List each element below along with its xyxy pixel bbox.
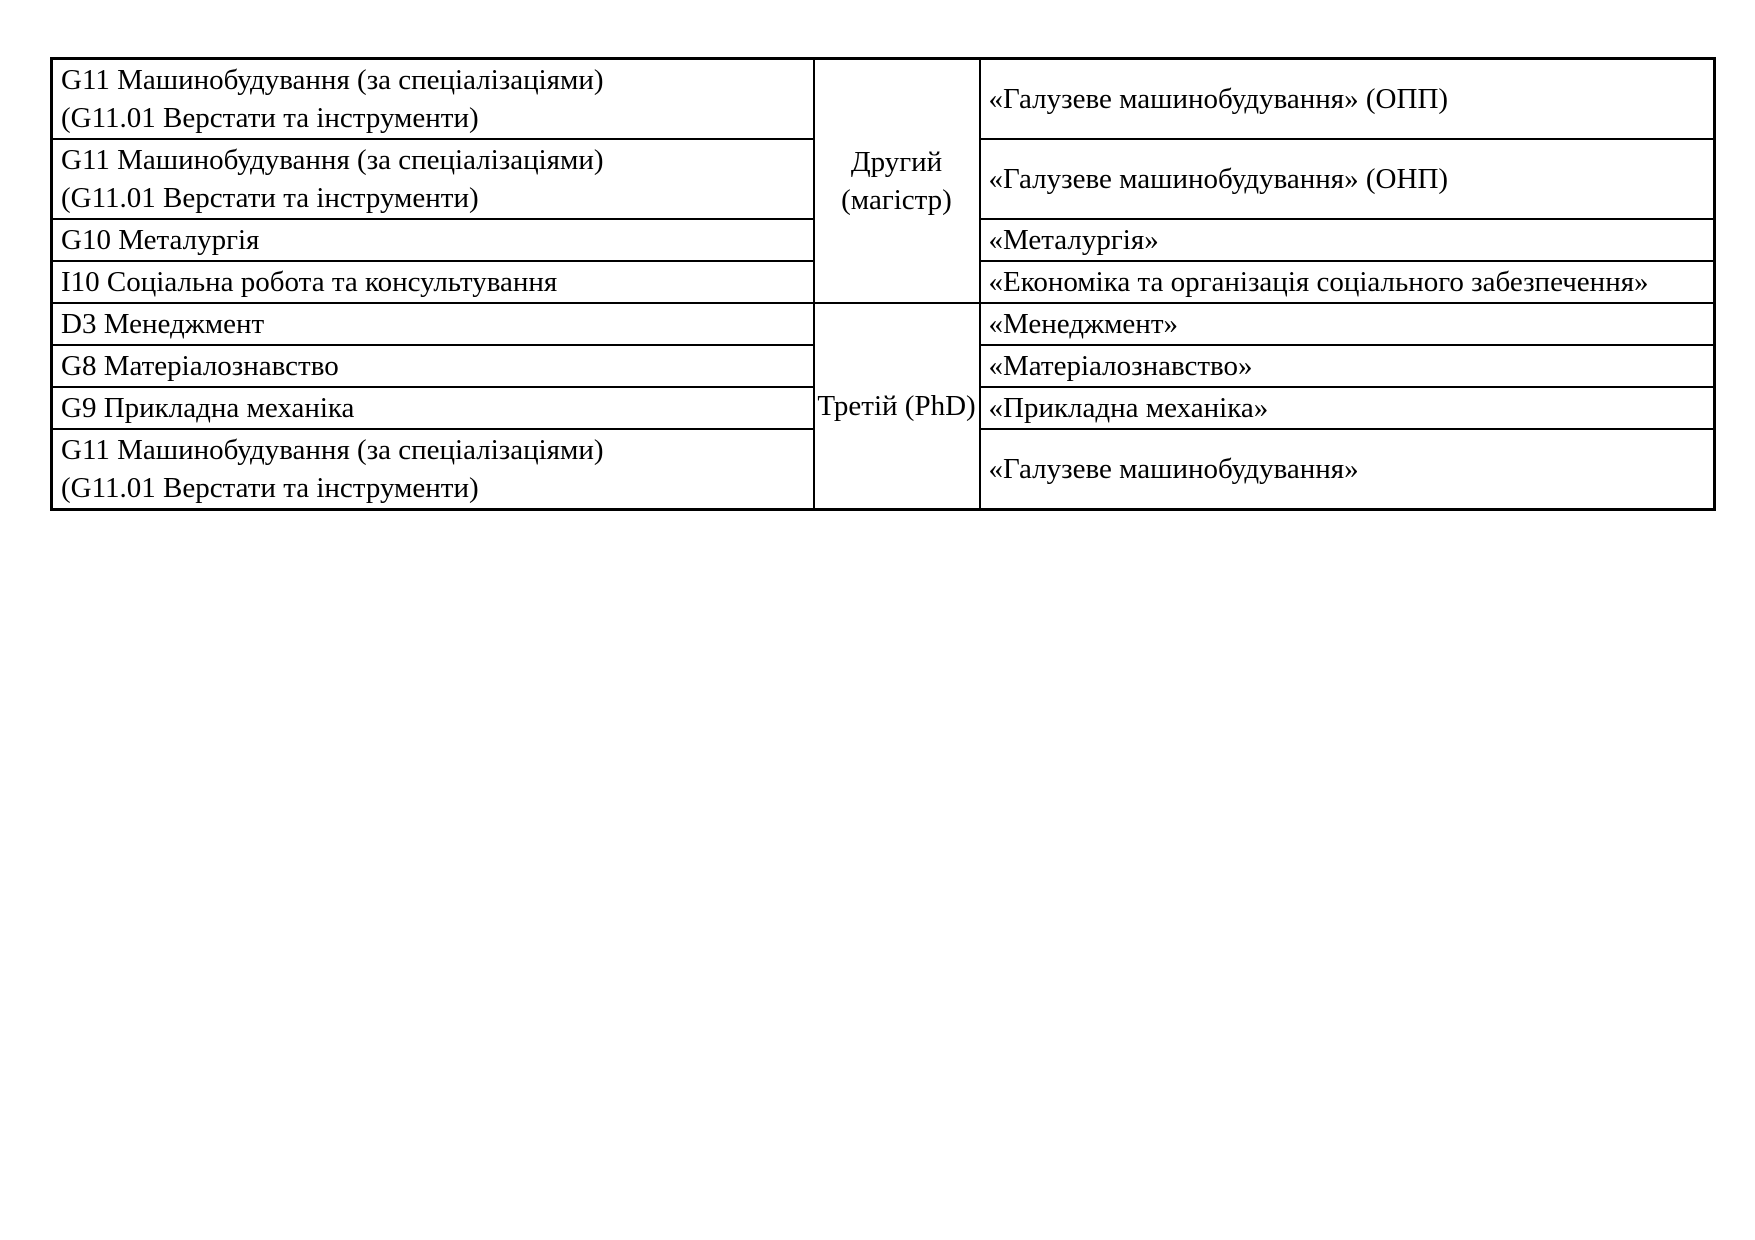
specialty-cell: D3 Менеджмент (52, 303, 814, 345)
program-cell: «Галузеве машинобудування» (ОНП) (980, 139, 1715, 219)
specialty-line-1: G11 Машинобудування (за спеціалізаціями) (61, 144, 604, 176)
specialty-line-2: (G11.01 Верстати та інструменти) (61, 472, 479, 504)
specialty-cell: I10 Соціальна робота та консультування (52, 261, 814, 303)
program-cell: «Матеріалознавство» (980, 345, 1715, 387)
specialty-line-2: (G11.01 Верстати та інструменти) (61, 182, 479, 214)
specialty-line-2: (G11.01 Верстати та інструменти) (61, 102, 479, 134)
degree-level-line-1: Третій (PhD) (817, 390, 976, 422)
program-cell: «Галузеве машинобудування» (ОПП) (980, 59, 1715, 140)
table-row (52, 59, 1715, 140)
specialty-line-1: G11 Машинобудування (за спеціалізаціями) (61, 434, 604, 466)
programs-table (50, 57, 1716, 511)
specialty-cell (52, 429, 814, 510)
specialty-cell: G10 Металургія (52, 219, 814, 261)
specialty-cell: G8 Матеріалознавство (52, 345, 814, 387)
specialty-cell (52, 139, 814, 219)
specialty-line-1: G11 Машинобудування (за спеціалізаціями) (61, 64, 604, 96)
degree-level-cell-master (814, 59, 980, 304)
program-cell: «Прикладна механіка» (980, 387, 1715, 429)
program-cell: «Менеджмент» (980, 303, 1715, 345)
degree-level-line-2: (магістр) (841, 184, 952, 216)
table-row (52, 303, 1715, 345)
program-cell: «Економіка та організація соціального забезпечення» (980, 261, 1715, 303)
program-cell: «Металургія» (980, 219, 1715, 261)
specialty-cell (52, 59, 814, 140)
specialty-cell: G9 Прикладна механіка (52, 387, 814, 429)
degree-level-cell-phd (814, 303, 980, 510)
program-cell: «Галузеве машинобудування» (980, 429, 1715, 510)
degree-level-line-1: Другий (850, 146, 943, 178)
